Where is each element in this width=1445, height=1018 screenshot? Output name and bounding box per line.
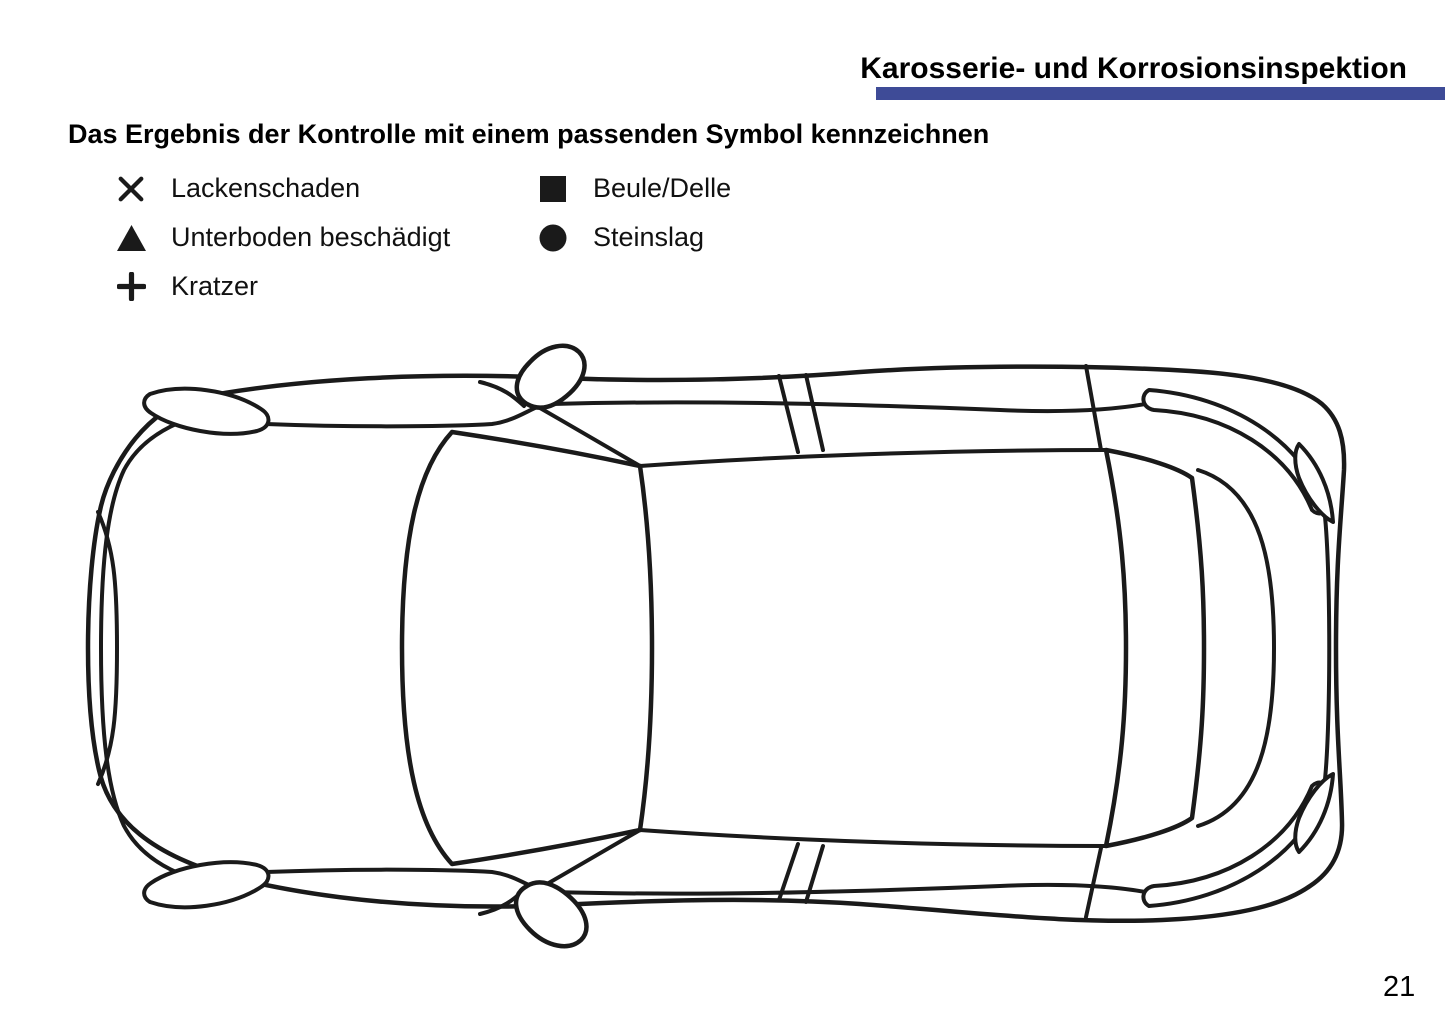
plus-icon — [112, 270, 150, 304]
page-title: Karosserie- und Korrosionsinspektion — [860, 52, 1407, 85]
fender-line-bottom — [266, 870, 540, 890]
side-rail-top-outer — [552, 398, 1172, 411]
header-accent-bar — [876, 87, 1445, 100]
headlight-bottom — [144, 862, 268, 907]
legend-item-paint-damage — [112, 164, 450, 213]
legend-item-dent — [534, 164, 731, 213]
cross-icon — [112, 172, 150, 206]
side-rail-bottom-outer — [552, 885, 1172, 898]
car-body-outline — [88, 367, 1344, 921]
legend-label: Beule/Delle — [593, 173, 732, 203]
rear-window — [1106, 450, 1204, 846]
square-icon — [534, 172, 572, 206]
legend-right-column — [534, 164, 731, 262]
circle-icon — [534, 221, 572, 255]
door-seam-top-1 — [779, 376, 798, 452]
side-mirror-top — [517, 346, 585, 408]
headlight-top — [144, 389, 268, 434]
windshield — [402, 432, 652, 864]
legend-item-stone-chips — [534, 213, 731, 262]
door-seam-top-2 — [806, 375, 823, 450]
legend-label: Lackenschaden — [171, 173, 361, 203]
legend-item-scratches — [112, 262, 450, 311]
rear-bumper-line — [1324, 508, 1329, 788]
c-pillar-seam-bottom — [1086, 848, 1101, 917]
roof-edge-bottom — [640, 830, 1106, 846]
fender-line-top — [266, 406, 540, 426]
triangle-icon — [112, 221, 150, 255]
instruction-text: Das Ergebnis der Kontrolle mit einem passenden Symbol kennzeichnen — [68, 119, 990, 149]
car-top-view-diagram — [80, 340, 1370, 970]
legend-item-underbody-damaged — [112, 213, 450, 262]
legend-label: Kratzer — [171, 271, 259, 301]
page-number: 21 — [1383, 971, 1416, 1003]
roof-edge-top — [640, 450, 1106, 466]
legend-left-column — [112, 164, 450, 311]
legend-label: Unterboden beschädigt — [171, 222, 451, 252]
legend-label: Steinslag — [593, 222, 705, 252]
tailgate-line — [1198, 470, 1274, 826]
